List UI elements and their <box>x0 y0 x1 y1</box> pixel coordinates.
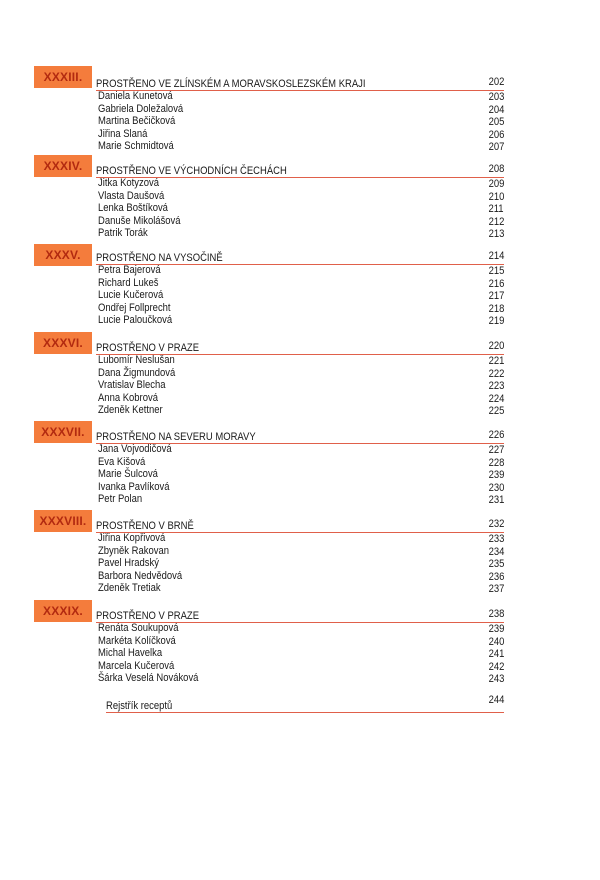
recipe-index-page: 244 <box>488 694 504 706</box>
entry-page: 230 <box>488 481 504 494</box>
list-item <box>98 227 504 240</box>
entry-name: Vlasta Daušová <box>98 189 165 202</box>
entry-page: 203 <box>488 91 504 103</box>
entry-name: Marie Šulcová <box>98 468 158 480</box>
entry-name: Lucie Paloučková <box>98 314 173 326</box>
section-header <box>96 518 504 532</box>
entry-page: 225 <box>488 405 504 417</box>
list-item <box>98 215 504 228</box>
entry-name: Michal Havelka <box>98 647 163 659</box>
entry-name: Zdeněk Kettner <box>98 404 163 416</box>
section-number-badge: XXXIX. <box>34 600 92 622</box>
list-item <box>98 177 504 190</box>
recipe-index-title: Rejstřík receptů <box>106 700 173 712</box>
entry-page: 227 <box>488 444 504 456</box>
list-item <box>98 456 504 469</box>
entry-name: Anna Kobrová <box>98 391 158 404</box>
section-page-number: 220 <box>488 340 504 352</box>
entry-name: Lucie Kučerová <box>98 289 164 301</box>
entry-name: Pavel Hradský <box>98 557 159 569</box>
entry-page: 243 <box>488 673 504 685</box>
recipe-index-rule <box>106 712 504 713</box>
entry-list <box>98 532 504 595</box>
entry-page: 210 <box>488 190 504 203</box>
entry-page: 235 <box>488 558 504 570</box>
entry-name: Daniela Kunetová <box>98 90 173 102</box>
list-item <box>98 264 504 277</box>
list-item <box>98 354 504 367</box>
section-title: PROSTŘENO V PRAZE <box>96 610 200 622</box>
entry-page: 206 <box>488 128 504 141</box>
entry-page: 233 <box>488 533 504 545</box>
list-item <box>98 443 504 456</box>
entry-name: Petr Polan <box>98 493 143 505</box>
section-title: PROSTŘENO V PRAZE <box>96 342 200 354</box>
section-page-number: 214 <box>488 250 504 262</box>
entry-name: Lenka Boštíková <box>98 202 168 214</box>
entry-page: 224 <box>488 392 504 405</box>
entry-page: 228 <box>488 456 504 469</box>
entry-name: Barbora Nedvědová <box>98 569 183 582</box>
entry-name: Danuše Mikolášová <box>98 214 181 227</box>
entry-name: Jiřina Kopřivová <box>98 532 166 544</box>
entry-name: Renáta Soukupová <box>98 622 179 634</box>
section-header <box>96 163 504 177</box>
entry-name: Zbyněk Rakovan <box>98 544 169 557</box>
list-item <box>98 557 504 570</box>
list-item <box>98 493 504 506</box>
entry-name: Richard Lukeš <box>98 276 159 289</box>
entry-page: 209 <box>488 178 504 190</box>
entry-page: 223 <box>488 380 504 392</box>
section-title: PROSTŘENO V BRNĚ <box>96 520 194 532</box>
section-page-number: 238 <box>488 608 504 620</box>
entry-page: 218 <box>488 302 504 315</box>
section-header <box>96 608 504 622</box>
section-title: PROSTŘENO VE ZLÍNSKÉM A MORAVSKOSLEZSKÉM KRAJI <box>96 78 366 90</box>
section-title: PROSTŘENO VE VÝCHODNÍCH ČECHÁCH <box>96 165 287 177</box>
entry-name: Šárka Veselá Nováková <box>98 672 199 684</box>
list-item <box>98 128 504 141</box>
entry-page: 211 <box>488 203 504 215</box>
section-number-badge: XXXIV. <box>34 155 92 177</box>
list-item <box>98 90 504 103</box>
entry-page: 242 <box>488 660 504 673</box>
entry-name: Dana Žigmundová <box>98 366 176 379</box>
list-item <box>98 190 504 203</box>
entry-name: Patrik Torák <box>98 227 148 239</box>
list-item <box>98 302 504 315</box>
entry-list <box>98 354 504 417</box>
list-item <box>98 622 504 635</box>
list-item <box>98 367 504 380</box>
list-item <box>98 140 504 153</box>
section-title: PROSTŘENO NA VYSOČINĚ <box>96 252 223 264</box>
list-item <box>98 202 504 215</box>
entry-name: Eva Kišová <box>98 455 146 468</box>
entry-page: 217 <box>488 290 504 302</box>
entry-page: 239 <box>488 469 504 481</box>
list-item <box>98 647 504 660</box>
entry-page: 234 <box>488 545 504 558</box>
list-item <box>98 672 504 685</box>
entry-page: 231 <box>488 494 504 506</box>
list-item <box>98 404 504 417</box>
entry-page: 241 <box>488 648 504 660</box>
section-page-number: 202 <box>488 76 504 88</box>
entry-list <box>98 443 504 506</box>
entry-page: 221 <box>488 355 504 367</box>
entry-page: 219 <box>488 315 504 327</box>
entry-page: 239 <box>488 623 504 635</box>
section-page-number: 232 <box>488 518 504 530</box>
entry-page: 212 <box>488 215 504 228</box>
list-item <box>98 532 504 545</box>
section-number-badge: XXXVIII. <box>34 510 92 532</box>
entry-name: Marcela Kučerová <box>98 659 175 672</box>
section-number-badge: XXXIII. <box>34 66 92 88</box>
section-header <box>96 429 504 443</box>
entry-name: Markéta Kolíčková <box>98 634 176 647</box>
section-header <box>96 340 504 354</box>
entry-list <box>98 264 504 327</box>
entry-list <box>98 622 504 685</box>
entry-page: 216 <box>488 277 504 290</box>
list-item <box>98 468 504 481</box>
section-title: PROSTŘENO NA SEVERU MORAVY <box>96 431 256 443</box>
section-page-number: 226 <box>488 429 504 441</box>
list-item <box>98 289 504 302</box>
entry-page: 240 <box>488 635 504 648</box>
entry-page: 222 <box>488 367 504 380</box>
section-page-number: 208 <box>488 163 504 175</box>
entry-page: 215 <box>488 265 504 277</box>
entry-name: Lubomír Neslušan <box>98 354 175 366</box>
entry-name: Ondřej Follprecht <box>98 301 171 314</box>
entry-name: Martina Bečičková <box>98 115 176 127</box>
entry-name: Petra Bajerová <box>98 264 161 276</box>
entry-name: Ivanka Pavlíková <box>98 480 170 493</box>
section-number-badge: XXXVI. <box>34 332 92 354</box>
section-number-badge: XXXVII. <box>34 421 92 443</box>
list-item <box>98 115 504 128</box>
entry-name: Jana Vojvodičová <box>98 443 172 455</box>
list-item <box>98 570 504 583</box>
entry-name: Jitka Kotyzová <box>98 177 159 189</box>
list-item <box>98 660 504 673</box>
entry-page: 204 <box>488 103 504 116</box>
entry-name: Gabriela Doležalová <box>98 102 184 115</box>
entry-name: Zdeněk Tretiak <box>98 582 161 594</box>
list-item <box>98 314 504 327</box>
entry-list <box>98 90 504 153</box>
entry-name: Marie Schmidtová <box>98 140 174 152</box>
entry-name: Vratislav Blecha <box>98 379 166 391</box>
entry-page: 205 <box>488 116 504 128</box>
entry-page: 213 <box>488 228 504 240</box>
section-header <box>96 76 504 90</box>
entry-list <box>98 177 504 240</box>
entry-page: 207 <box>488 141 504 153</box>
list-item <box>98 277 504 290</box>
section-header <box>96 250 504 264</box>
entry-name: Jiřina Slaná <box>98 127 148 140</box>
list-item <box>98 392 504 405</box>
entry-page: 236 <box>488 570 504 583</box>
list-item <box>98 635 504 648</box>
list-item <box>98 103 504 116</box>
entry-page: 237 <box>488 583 504 595</box>
recipe-index-entry <box>106 694 504 712</box>
list-item <box>98 481 504 494</box>
list-item <box>98 582 504 595</box>
list-item <box>98 545 504 558</box>
list-item <box>98 379 504 392</box>
section-number-badge: XXXV. <box>34 244 92 266</box>
